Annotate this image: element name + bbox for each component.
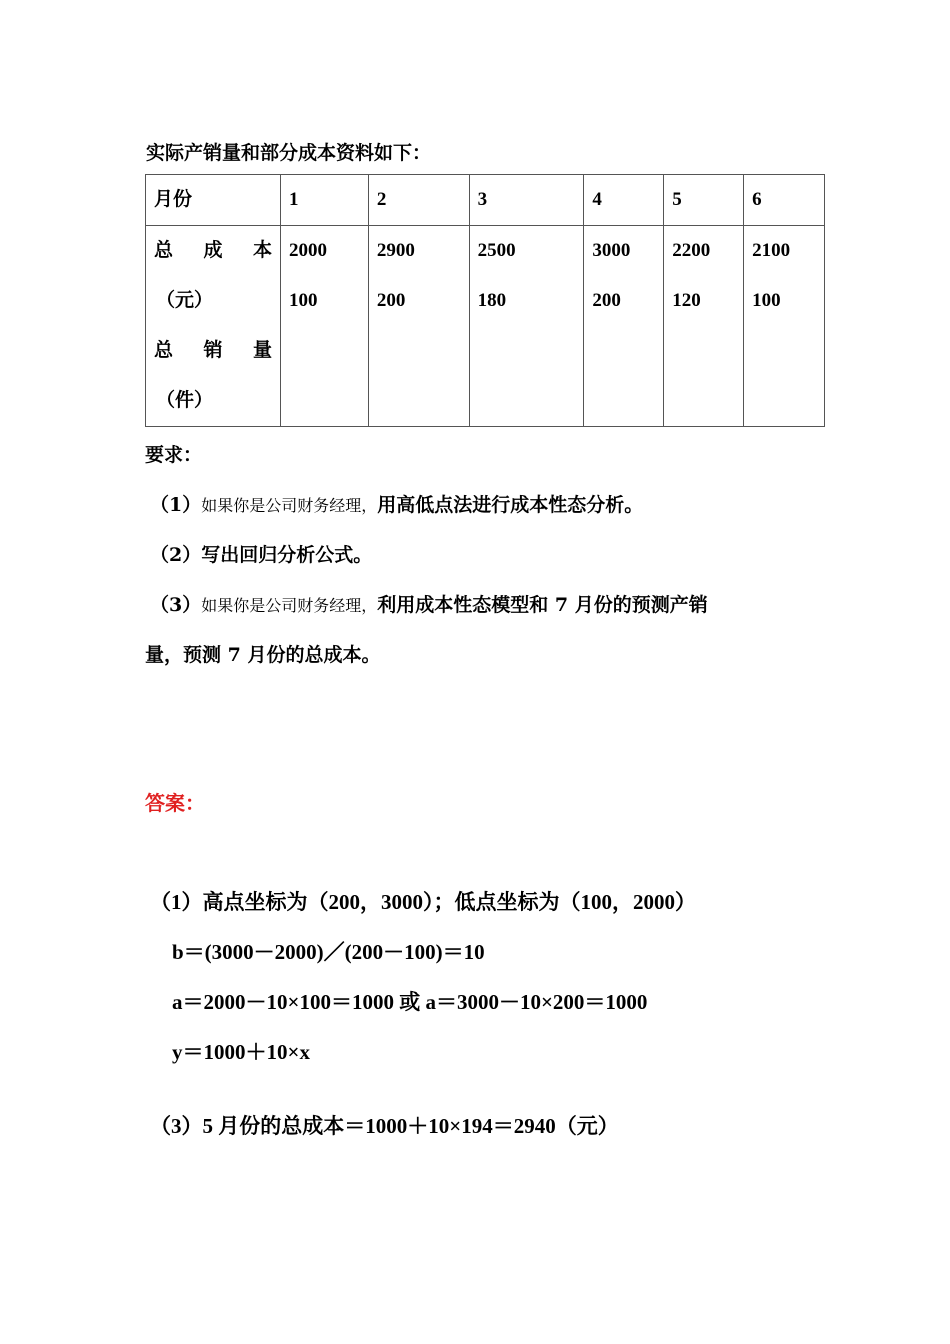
answer-title: 答案： [145,791,205,815]
data-cell [584,226,664,427]
month-cell: 3 [469,175,584,226]
month-cell: 6 [744,175,825,226]
row-label-cell [146,226,281,427]
cost-value: 2100 [752,240,791,261]
answer-line-5: （3）5 月份的总成本＝1000＋10×194＝2940（元） [150,1114,619,1138]
volume-value: 100 [752,290,781,311]
answer-line-1: （1）高点坐标为（200，3000）；低点坐标为（100，2000） [150,890,696,914]
data-cell [744,226,825,427]
month-cell: 5 [664,175,744,226]
month-cell: 2 [368,175,469,226]
data-cell [664,226,744,427]
requirements-title: 要求： [145,444,203,466]
month-header-cell: 月份 [146,175,281,226]
data-cell [368,226,469,427]
volume-value: 200 [376,290,406,311]
cost-value: 2000 [289,240,327,261]
volume-value: 180 [477,290,507,311]
volume-value: 100 [289,290,318,311]
data-cell [281,226,369,427]
table-header-row [146,175,825,226]
requirement-3-continued: 量，预测 7 月份的总成本。 [145,644,381,666]
volume-label: 总 销 量 [154,340,272,361]
answer-line-2: b＝(3000－2000)／(200－100)＝10 [172,940,485,964]
month-cell: 1 [281,175,369,226]
cost-value: 3000 [592,240,631,261]
cost-value: 2200 [672,240,711,261]
cost-value: 2500 [477,240,516,261]
month-cell: 4 [584,175,664,226]
data-cell [469,226,584,427]
cost-value: 2900 [376,240,415,261]
answer-line-3: a＝2000－10×100＝1000 或 a＝3000－10×200＝1000 [172,990,648,1014]
requirement-3: （3）如果你是公司财务经理，利用成本性态模型和 7 月份的预测产销 [150,594,708,616]
volume-unit-label: （件） [156,390,214,411]
cost-unit-label: （元） [156,290,214,311]
intro-text: 实际产销量和部分成本资料如下： [146,142,432,164]
table-row [146,226,825,427]
cost-label: 总 成 本 [154,240,272,261]
volume-value: 120 [672,290,701,311]
volume-value: 200 [592,290,621,311]
requirement-2: （2）写出回归分析公式。 [150,544,373,566]
cost-volume-table [145,174,825,427]
requirement-1: （1）如果你是公司财务经理，用高低点法进行成本性态分析。 [150,494,644,516]
answer-line-4: y＝1000＋10×x [172,1040,310,1064]
